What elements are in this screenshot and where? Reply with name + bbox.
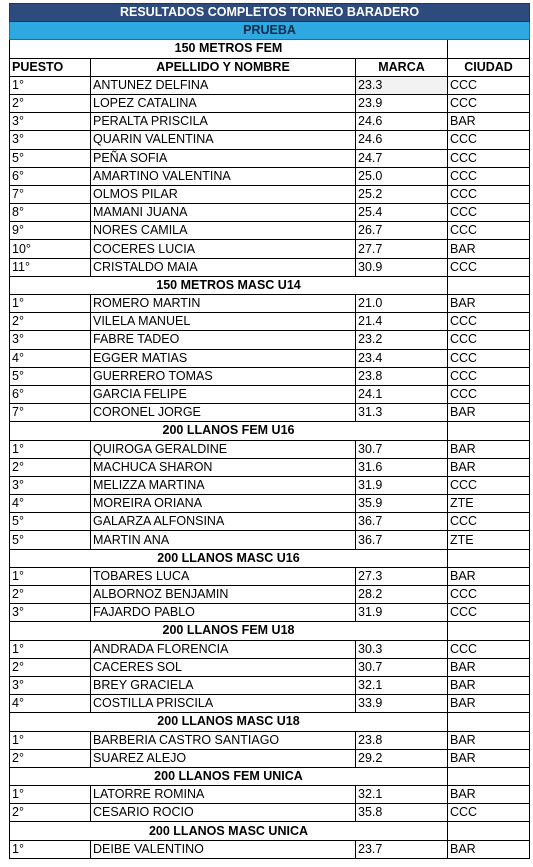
column-header-marca: MARCA bbox=[356, 58, 448, 76]
cell-puesto: 6° bbox=[10, 385, 91, 403]
cell-marca: 36.7 bbox=[356, 531, 448, 549]
section-title: 200 LLANOS MASC U16 bbox=[10, 549, 448, 567]
section-title: 200 LLANOS FEM UNICA bbox=[10, 767, 448, 785]
cell-marca: 25.4 bbox=[356, 204, 448, 222]
cell-ciudad: BAR bbox=[448, 749, 530, 767]
prueba-label: PRUEBA bbox=[10, 22, 530, 40]
cell-nombre: CRISTALDO MAIA bbox=[91, 258, 356, 276]
table-row bbox=[10, 840, 530, 858]
sheet-title: RESULTADOS COMPLETOS TORNEO BARADERO bbox=[10, 4, 530, 22]
cell-nombre: QUIROGA GERALDINE bbox=[91, 440, 356, 458]
cell-marca: 33.9 bbox=[356, 695, 448, 713]
cell-marca: 30.9 bbox=[356, 258, 448, 276]
cell-puesto: 3° bbox=[10, 676, 91, 694]
section-title-spacer bbox=[448, 40, 530, 58]
cell-ciudad: BAR bbox=[448, 658, 530, 676]
cell-nombre: ANDRADA FLORENCIA bbox=[91, 640, 356, 658]
cell-marca: 30.7 bbox=[356, 440, 448, 458]
cell-nombre: PERALTA PRISCILA bbox=[91, 113, 356, 131]
cell-ciudad: CCC bbox=[448, 204, 530, 222]
cell-marca: 31.3 bbox=[356, 404, 448, 422]
cell-marca: 29.2 bbox=[356, 749, 448, 767]
section-title: 200 LLANOS FEM U16 bbox=[10, 422, 448, 440]
cell-nombre: NORES CAMILA bbox=[91, 222, 356, 240]
cell-nombre: FABRE TADEO bbox=[91, 331, 356, 349]
cell-marca: 30.3 bbox=[356, 640, 448, 658]
cell-puesto: 3° bbox=[10, 604, 91, 622]
cell-marca: 23.9 bbox=[356, 94, 448, 112]
table-row bbox=[10, 131, 530, 149]
cell-nombre: SUAREZ ALEJO bbox=[91, 749, 356, 767]
cell-nombre: MELIZZA MARTINA bbox=[91, 476, 356, 494]
cell-puesto: 2° bbox=[10, 94, 91, 112]
cell-puesto: 2° bbox=[10, 313, 91, 331]
cell-ciudad: BAR bbox=[448, 786, 530, 804]
cell-puesto: 5° bbox=[10, 367, 91, 385]
table-row bbox=[10, 295, 530, 313]
cell-puesto: 8° bbox=[10, 204, 91, 222]
cell-ciudad: BAR bbox=[448, 567, 530, 585]
cell-ciudad: CCC bbox=[448, 476, 530, 494]
results-sheet bbox=[9, 3, 529, 859]
prueba-row bbox=[10, 22, 530, 40]
cell-ciudad: CCC bbox=[448, 586, 530, 604]
cell-ciudad: CCC bbox=[448, 167, 530, 185]
section-title-spacer bbox=[448, 713, 530, 731]
table-row bbox=[10, 604, 530, 622]
cell-puesto: 2° bbox=[10, 749, 91, 767]
cell-puesto: 9° bbox=[10, 222, 91, 240]
section-title: 200 LLANOS FEM U18 bbox=[10, 622, 448, 640]
cell-ciudad: CCC bbox=[448, 349, 530, 367]
cell-marca: 23.4 bbox=[356, 349, 448, 367]
cell-nombre: MARTIN ANA bbox=[91, 531, 356, 549]
section-title-row bbox=[10, 549, 530, 567]
cell-nombre: QUARIN VALENTINA bbox=[91, 131, 356, 149]
cell-ciudad: BAR bbox=[448, 404, 530, 422]
cell-ciudad: CCC bbox=[448, 513, 530, 531]
cell-marca: 23.7 bbox=[356, 840, 448, 858]
cell-nombre: OLMOS PILAR bbox=[91, 185, 356, 203]
cell-puesto: 1° bbox=[10, 76, 91, 94]
table-row bbox=[10, 185, 530, 203]
cell-puesto: 1° bbox=[10, 567, 91, 585]
cell-puesto: 1° bbox=[10, 440, 91, 458]
cell-marca: 36.7 bbox=[356, 513, 448, 531]
table-row bbox=[10, 331, 530, 349]
results-table bbox=[9, 3, 530, 859]
section-title-row bbox=[10, 422, 530, 440]
table-row bbox=[10, 76, 530, 94]
cell-ciudad: BAR bbox=[448, 695, 530, 713]
section-title-row bbox=[10, 713, 530, 731]
cell-ciudad: BAR bbox=[448, 113, 530, 131]
table-row bbox=[10, 258, 530, 276]
table-row bbox=[10, 313, 530, 331]
cell-ciudad: BAR bbox=[448, 676, 530, 694]
cell-marca: 31.9 bbox=[356, 604, 448, 622]
table-row bbox=[10, 204, 530, 222]
cell-marca: 23.3 bbox=[356, 76, 448, 94]
table-row bbox=[10, 476, 530, 494]
cell-puesto: 2° bbox=[10, 586, 91, 604]
table-row bbox=[10, 149, 530, 167]
table-row bbox=[10, 167, 530, 185]
cell-ciudad: CCC bbox=[448, 131, 530, 149]
title-row bbox=[10, 4, 530, 22]
column-header-puesto: PUESTO bbox=[10, 58, 91, 76]
section-title: 150 METROS MASC U14 bbox=[10, 276, 448, 294]
cell-puesto: 6° bbox=[10, 167, 91, 185]
table-row bbox=[10, 240, 530, 258]
cell-marca: 27.7 bbox=[356, 240, 448, 258]
table-row bbox=[10, 94, 530, 112]
cell-puesto: 4° bbox=[10, 695, 91, 713]
cell-marca: 24.6 bbox=[356, 113, 448, 131]
cell-marca: 21.4 bbox=[356, 313, 448, 331]
cell-marca: 32.1 bbox=[356, 786, 448, 804]
cell-marca: 31.6 bbox=[356, 458, 448, 476]
cell-nombre: ANTUNEZ DELFINA bbox=[91, 76, 356, 94]
table-row bbox=[10, 586, 530, 604]
cell-ciudad: CCC bbox=[448, 185, 530, 203]
cell-marca: 32.1 bbox=[356, 676, 448, 694]
table-row bbox=[10, 222, 530, 240]
section-title-spacer bbox=[448, 276, 530, 294]
table-row bbox=[10, 440, 530, 458]
cell-nombre: BREY GRACIELA bbox=[91, 676, 356, 694]
cell-puesto: 10° bbox=[10, 240, 91, 258]
cell-marca: 35.8 bbox=[356, 804, 448, 822]
cell-ciudad: BAR bbox=[448, 240, 530, 258]
table-row bbox=[10, 567, 530, 585]
cell-puesto: 3° bbox=[10, 113, 91, 131]
cell-ciudad: CCC bbox=[448, 385, 530, 403]
cell-nombre: BARBERIA CASTRO SANTIAGO bbox=[91, 731, 356, 749]
cell-puesto: 1° bbox=[10, 295, 91, 313]
cell-marca: 27.3 bbox=[356, 567, 448, 585]
cell-marca: 23.8 bbox=[356, 367, 448, 385]
section-title-row bbox=[10, 276, 530, 294]
table-row bbox=[10, 367, 530, 385]
column-header-nombre: APELLIDO Y NOMBRE bbox=[91, 58, 356, 76]
section-title-row bbox=[10, 622, 530, 640]
cell-marca: 26.7 bbox=[356, 222, 448, 240]
cell-marca: 31.9 bbox=[356, 476, 448, 494]
cell-nombre: GARCIA FELIPE bbox=[91, 385, 356, 403]
cell-nombre: AMARTINO VALENTINA bbox=[91, 167, 356, 185]
cell-ciudad: CCC bbox=[448, 94, 530, 112]
section-title-spacer bbox=[448, 549, 530, 567]
table-row bbox=[10, 749, 530, 767]
cell-puesto: 4° bbox=[10, 349, 91, 367]
table-row bbox=[10, 495, 530, 513]
section-title: 200 LLANOS MASC U18 bbox=[10, 713, 448, 731]
cell-marca: 23.2 bbox=[356, 331, 448, 349]
cell-ciudad: CCC bbox=[448, 76, 530, 94]
cell-puesto: 11° bbox=[10, 258, 91, 276]
cell-ciudad: CCC bbox=[448, 222, 530, 240]
cell-marca: 24.1 bbox=[356, 385, 448, 403]
cell-puesto: 2° bbox=[10, 658, 91, 676]
cell-puesto: 5° bbox=[10, 513, 91, 531]
cell-puesto: 5° bbox=[10, 531, 91, 549]
cell-marca: 24.7 bbox=[356, 149, 448, 167]
cell-ciudad: BAR bbox=[448, 458, 530, 476]
cell-nombre: CACERES SOL bbox=[91, 658, 356, 676]
cell-nombre: COSTILLA PRISCILA bbox=[91, 695, 356, 713]
cell-ciudad: CCC bbox=[448, 331, 530, 349]
cell-ciudad: CCC bbox=[448, 367, 530, 385]
cell-nombre: EGGER MATIAS bbox=[91, 349, 356, 367]
cell-ciudad: CCC bbox=[448, 804, 530, 822]
cell-nombre: DEIBE VALENTINO bbox=[91, 840, 356, 858]
cell-ciudad: ZTE bbox=[448, 531, 530, 549]
cell-ciudad: CCC bbox=[448, 258, 530, 276]
cell-marca: 25.0 bbox=[356, 167, 448, 185]
cell-marca: 23.8 bbox=[356, 731, 448, 749]
cell-nombre: PEÑA SOFIA bbox=[91, 149, 356, 167]
cell-puesto: 7° bbox=[10, 185, 91, 203]
cell-puesto: 3° bbox=[10, 131, 91, 149]
column-header-ciudad: CIUDAD bbox=[448, 58, 530, 76]
cell-puesto: 1° bbox=[10, 786, 91, 804]
table-row bbox=[10, 113, 530, 131]
cell-ciudad: CCC bbox=[448, 604, 530, 622]
table-row bbox=[10, 804, 530, 822]
cell-ciudad: ZTE bbox=[448, 495, 530, 513]
cell-nombre: MACHUCA SHARON bbox=[91, 458, 356, 476]
column-header-row bbox=[10, 58, 530, 76]
cell-ciudad: BAR bbox=[448, 440, 530, 458]
cell-nombre: CORONEL JORGE bbox=[91, 404, 356, 422]
cell-nombre: TOBARES LUCA bbox=[91, 567, 356, 585]
cell-nombre: MAMANI JUANA bbox=[91, 204, 356, 222]
section-title-spacer bbox=[448, 622, 530, 640]
table-row bbox=[10, 513, 530, 531]
cell-nombre: FAJARDO PABLO bbox=[91, 604, 356, 622]
table-row bbox=[10, 676, 530, 694]
cell-nombre: ALBORNOZ BENJAMIN bbox=[91, 586, 356, 604]
cell-nombre: VILELA MANUEL bbox=[91, 313, 356, 331]
cell-nombre: GALARZA ALFONSINA bbox=[91, 513, 356, 531]
section-title-spacer bbox=[448, 767, 530, 785]
cell-ciudad: BAR bbox=[448, 295, 530, 313]
table-row bbox=[10, 731, 530, 749]
cell-ciudad: BAR bbox=[448, 840, 530, 858]
cell-nombre: LATORRE ROMINA bbox=[91, 786, 356, 804]
cell-puesto: 3° bbox=[10, 331, 91, 349]
table-row bbox=[10, 640, 530, 658]
section-title: 150 METROS FEM bbox=[10, 40, 448, 58]
cell-nombre: CESARIO ROCIO bbox=[91, 804, 356, 822]
cell-puesto: 1° bbox=[10, 731, 91, 749]
section-title-spacer bbox=[448, 822, 530, 840]
cell-marca: 35.9 bbox=[356, 495, 448, 513]
cell-marca: 28.2 bbox=[356, 586, 448, 604]
cell-marca: 25.2 bbox=[356, 185, 448, 203]
table-row bbox=[10, 349, 530, 367]
cell-puesto: 3° bbox=[10, 476, 91, 494]
table-row bbox=[10, 404, 530, 422]
cell-ciudad: BAR bbox=[448, 731, 530, 749]
cell-puesto: 4° bbox=[10, 495, 91, 513]
section-title-row bbox=[10, 40, 530, 58]
cell-ciudad: CCC bbox=[448, 149, 530, 167]
cell-puesto: 1° bbox=[10, 640, 91, 658]
cell-marca: 21.0 bbox=[356, 295, 448, 313]
table-row bbox=[10, 385, 530, 403]
cell-ciudad: CCC bbox=[448, 313, 530, 331]
cell-puesto: 5° bbox=[10, 149, 91, 167]
cell-nombre: ROMERO MARTIN bbox=[91, 295, 356, 313]
cell-puesto: 2° bbox=[10, 458, 91, 476]
table-row bbox=[10, 531, 530, 549]
section-title: 200 LLANOS MASC UNICA bbox=[10, 822, 448, 840]
section-title-row bbox=[10, 822, 530, 840]
cell-nombre: MOREIRA ORIANA bbox=[91, 495, 356, 513]
cell-nombre: GUERRERO TOMAS bbox=[91, 367, 356, 385]
cell-marca: 30.7 bbox=[356, 658, 448, 676]
section-title-spacer bbox=[448, 422, 530, 440]
cell-puesto: 1° bbox=[10, 840, 91, 858]
section-title-row bbox=[10, 767, 530, 785]
cell-nombre: COCERES LUCIA bbox=[91, 240, 356, 258]
table-row bbox=[10, 458, 530, 476]
table-row bbox=[10, 695, 530, 713]
table-row bbox=[10, 658, 530, 676]
table-row bbox=[10, 786, 530, 804]
cell-puesto: 7° bbox=[10, 404, 91, 422]
cell-ciudad: CCC bbox=[448, 640, 530, 658]
cell-marca: 24.6 bbox=[356, 131, 448, 149]
cell-puesto: 2° bbox=[10, 804, 91, 822]
cell-nombre: LOPEZ CATALINA bbox=[91, 94, 356, 112]
